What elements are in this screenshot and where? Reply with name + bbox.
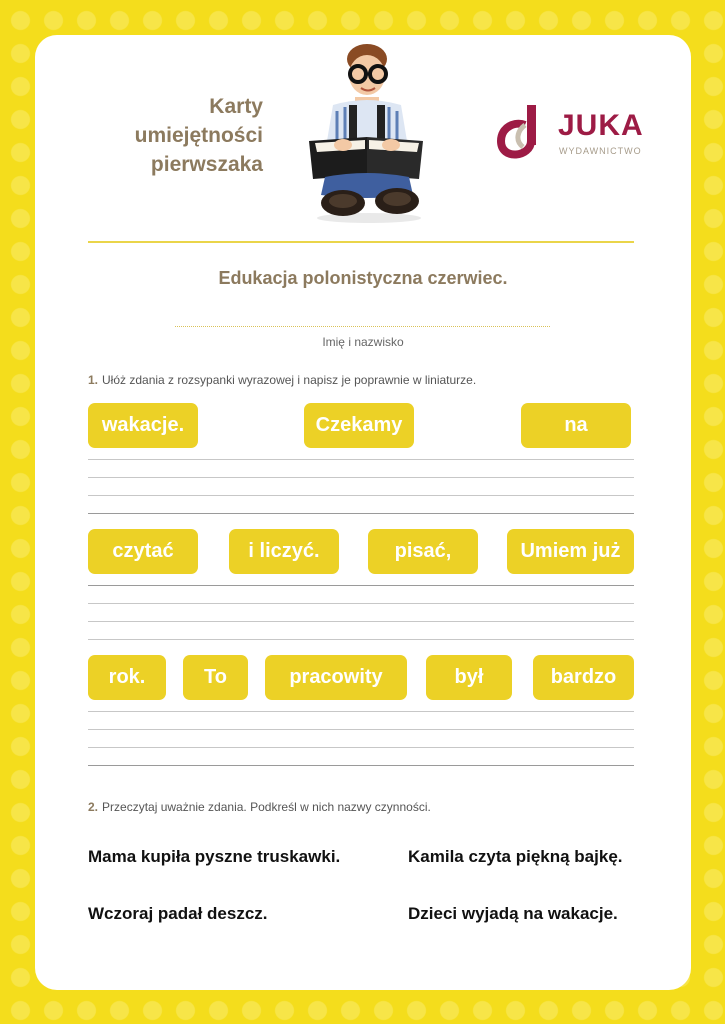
task-1-number: 1.: [88, 373, 99, 387]
word-chip[interactable]: Umiem już: [507, 529, 634, 574]
word-chip[interactable]: pracowity: [265, 655, 407, 700]
writing-line[interactable]: [88, 639, 634, 640]
writing-line[interactable]: [88, 747, 634, 748]
logo-name: JUKA: [558, 109, 644, 142]
word-chip[interactable]: Czekamy: [304, 403, 414, 448]
word-chip[interactable]: i liczyć.: [229, 529, 339, 574]
task-2-text: Przeczytaj uważnie zdania. Podkreśl w nich nazwy czynności.: [102, 800, 431, 814]
writing-line[interactable]: [88, 459, 634, 460]
writing-line[interactable]: [88, 477, 634, 478]
word-chip[interactable]: wakacje.: [88, 403, 198, 448]
word-chip[interactable]: pisać,: [368, 529, 478, 574]
writing-line[interactable]: [88, 621, 634, 622]
name-writing-line[interactable]: [175, 326, 550, 327]
task-2-number: 2.: [88, 800, 99, 814]
word-chip[interactable]: był: [426, 655, 512, 700]
header-divider: [88, 241, 634, 243]
task-1-instruction: [88, 373, 476, 387]
writing-line[interactable]: [88, 729, 634, 730]
name-label: Imię i nazwisko: [322, 335, 404, 349]
writing-line[interactable]: [88, 765, 634, 766]
title-line-1: Karty: [209, 95, 263, 118]
worksheet-card: [35, 35, 691, 990]
juka-logo: [495, 101, 655, 163]
boy-reading-book-illustration: [303, 41, 429, 225]
subject-heading: Edukacja polonistyczna czerwiec.: [218, 268, 508, 288]
sentence[interactable]: Mama kupiła pyszne truskawki.: [88, 847, 341, 866]
title-line-2: umiejętności: [134, 124, 263, 147]
worksheet-title: [95, 92, 263, 179]
writing-line[interactable]: [88, 495, 634, 496]
word-chip[interactable]: czytać: [88, 529, 198, 574]
writing-line[interactable]: [88, 585, 634, 586]
logo-subtitle: WYDAWNICTWO: [559, 146, 642, 156]
title-line-3: pierwszaka: [150, 153, 263, 176]
word-chip[interactable]: rok.: [88, 655, 166, 700]
word-chip[interactable]: bardzo: [533, 655, 634, 700]
writing-line[interactable]: [88, 603, 634, 604]
sentence[interactable]: Kamila czyta piękną bajkę.: [408, 847, 623, 866]
writing-line[interactable]: [88, 711, 634, 712]
word-chip[interactable]: na: [521, 403, 631, 448]
juka-logo-mark: [495, 101, 555, 163]
writing-line[interactable]: [88, 513, 634, 514]
sentence[interactable]: Wczoraj padał deszcz.: [88, 904, 268, 923]
task-2-instruction: [88, 800, 431, 814]
task-1-text: Ułóż zdania z rozsypanki wyrazowej i napisz je poprawnie w liniaturze.: [102, 373, 477, 387]
sentence[interactable]: Dzieci wyjadą na wakacje.: [408, 904, 618, 923]
word-chip[interactable]: To: [183, 655, 248, 700]
